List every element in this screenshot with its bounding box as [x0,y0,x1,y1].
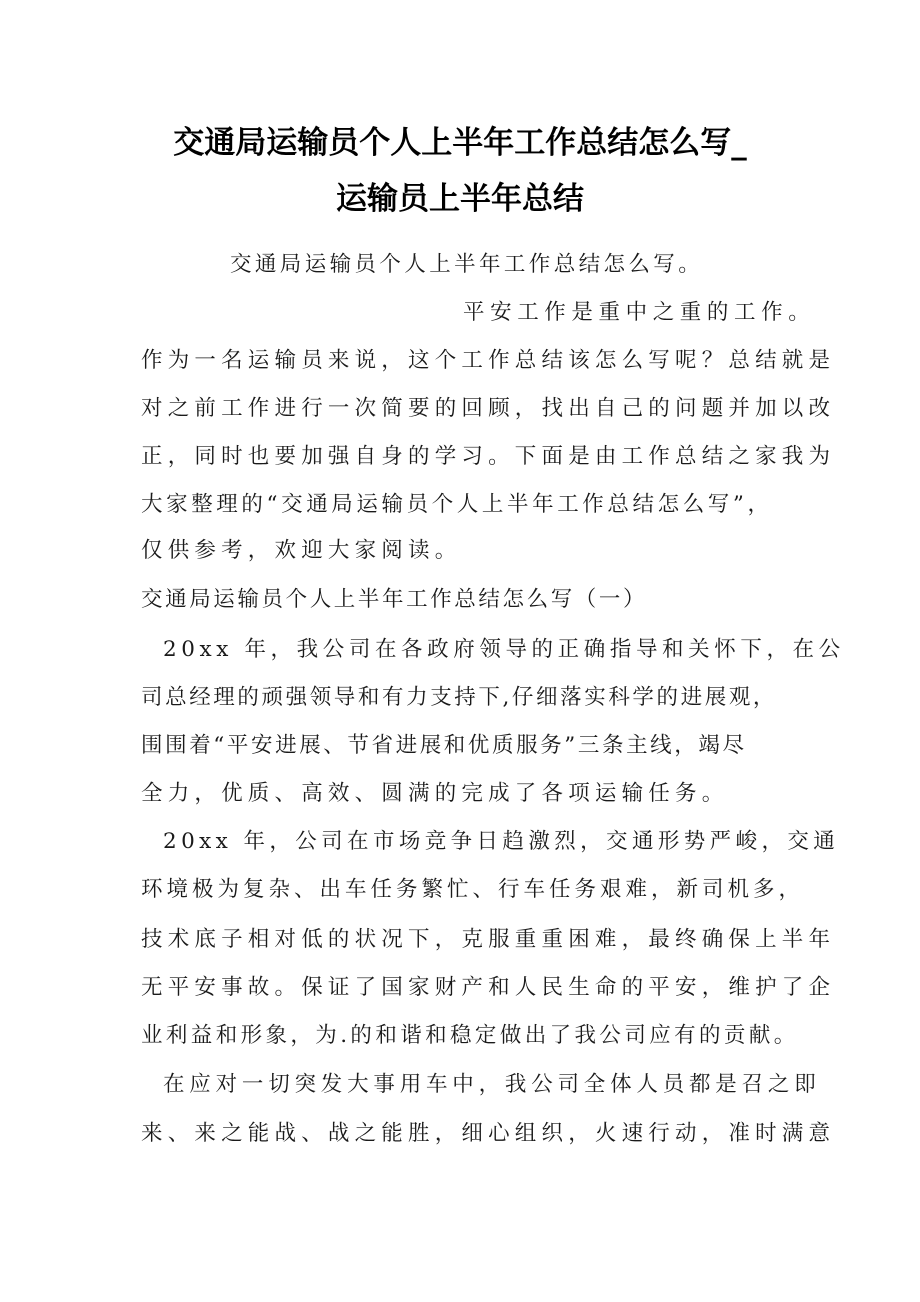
paragraph-2-line-5: 业利益和形象，为.的和谐和稳定做出了我公司应有的贡献。 [141,1023,799,1048]
document-title-line-2: 运输员上半年总结 [336,181,584,217]
intro-line-7: 仅供参考，欢迎大家阅读。 [141,538,462,563]
paragraph-2-line-1: 20xx 年，公司在市场竞争日趋激烈，交通形势严峻，交通 [163,829,840,854]
paragraph-1-line-3: 围围着“平安进展、节省进展和优质服务”三条主线，竭尽 [141,733,747,758]
section-heading: 交通局运输员个人上半年工作总结怎么写（一） [141,587,648,612]
paragraph-3-line-1: 在应对一切突发大事用车中，我公司全体人员都是召之即 [163,1072,821,1097]
paragraph-1-line-4: 全力，优质、高效、圆满的完成了各项运输任务。 [141,781,729,806]
intro-line-2: 平安工作是重中之重的工作。 [463,300,816,325]
intro-line-5: 正，同时也要加强自身的学习。下面是由工作总结之家我为 [141,444,836,469]
paragraph-1-line-1: 20xx 年，我公司在各政府领导的正确指导和关怀下，在公 [163,637,845,662]
document-title-line-1: 交通局运输员个人上半年工作总结怎么写_ [173,125,747,161]
paragraph-3-line-2: 来、来之能战、战之能胜，细心组织，火速行动，准时满意 [141,1121,836,1146]
paragraph-1-line-2: 司总经理的顽强领导和有力支持下,仔细落实科学的进展观， [141,685,778,710]
paragraph-2-line-2: 环境极为复杂、出车任务繁忙、行车任务艰难，新司机多， [141,877,805,902]
paragraph-2-line-4: 无平安事故。保证了国家财产和人民生命的平安，维护了企 [141,975,836,1000]
intro-line-4: 对之前工作进行一次简要的回顾，找出自己的问题并加以改 [141,396,836,421]
intro-line-6: 大家整理的“交通局运输员个人上半年工作总结怎么写”， [141,492,773,517]
intro-line-1: 交通局运输员个人上半年工作总结怎么写。 [230,252,704,277]
intro-line-3: 作为一名运输员来说，这个工作总结该怎么写呢？总结就是 [141,348,836,373]
paragraph-2-line-3: 技术底子相对低的状况下，克服重重困难，最终确保上半年 [141,927,836,952]
